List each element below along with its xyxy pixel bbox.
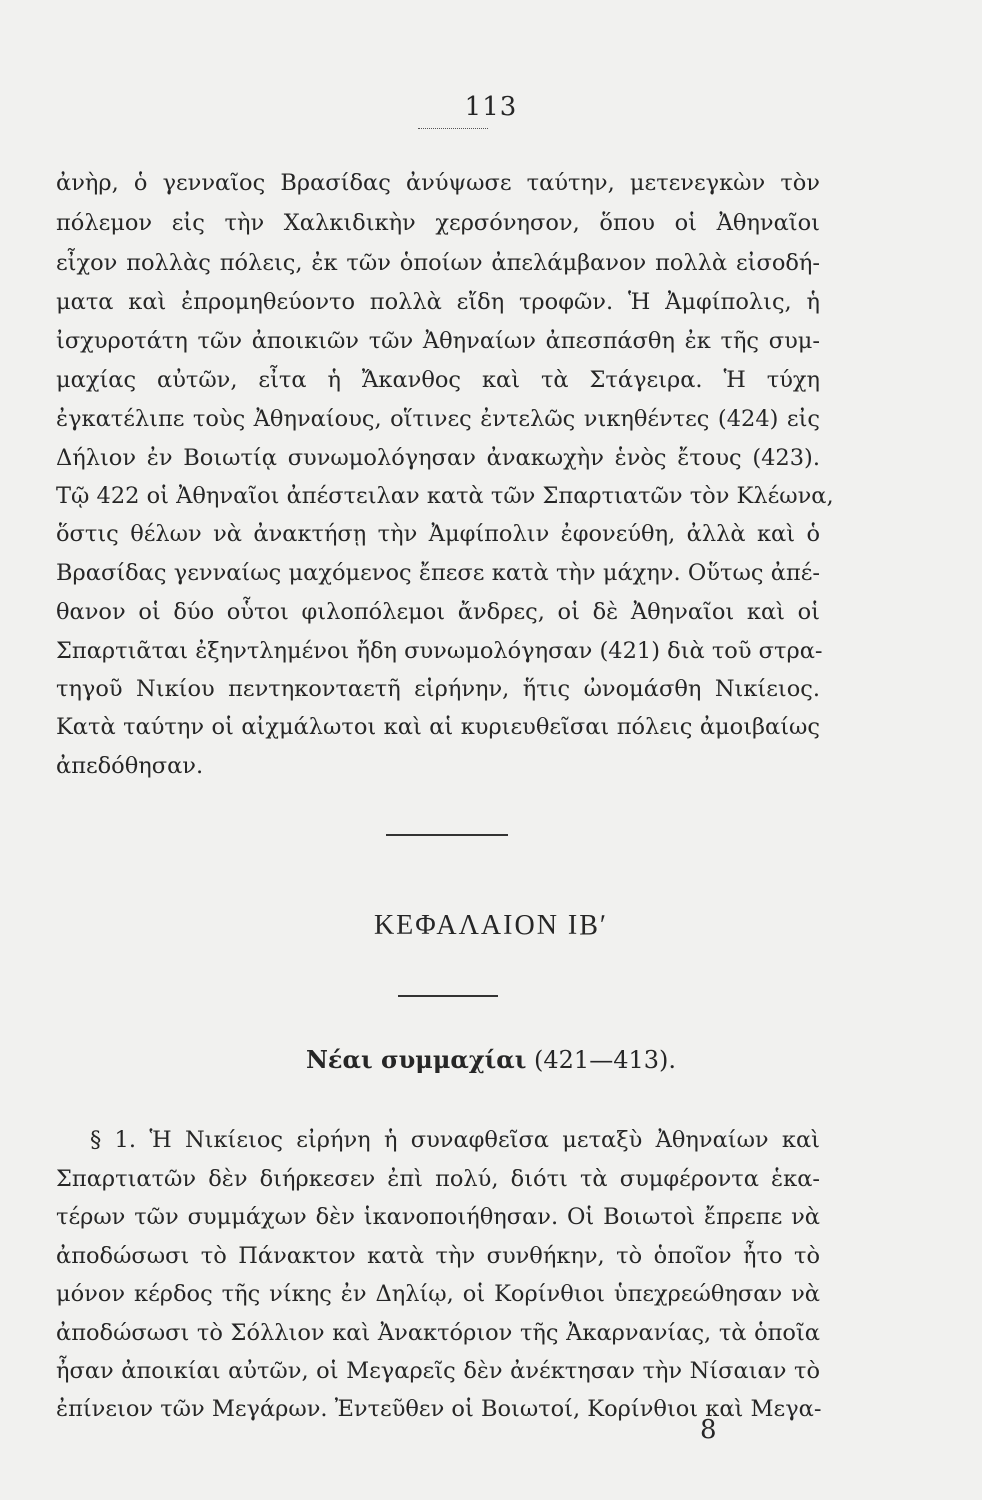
text-line: ἐπίνειον τῶν Μεγάρων. Ἐντεῦθεν οἱ Βοιωτοί, Κορίνθιοι καὶ Μεγα- [56, 1396, 822, 1422]
text-line: ἀπεδόθησαν. [56, 753, 204, 779]
text-line: πόλεμον εἰς τὴν Χαλκιδικὴν χερσόνησον, ὅπου οἱ Ἀθηναῖοι [56, 210, 820, 236]
signature-mark: 8 [700, 1415, 717, 1445]
text-line: ἀποδώσωσι τὸ Σόλλιον καὶ Ἀνακτόριον τῆς Ἀκαρνανίας, τὰ ὁποῖα [56, 1320, 820, 1346]
chapter-subtitle [0, 1045, 982, 1074]
page-number: 113 [464, 92, 518, 122]
subtitle-years: (421—413). [526, 1046, 676, 1074]
text-line: Σπαρτιᾶται ἐξηντλημένοι ἤδη συνωμολόγησαν (421) διὰ τοῦ στρα- [56, 638, 823, 664]
text-line: τηγοῦ Νικίου πεντηκονταετῆ εἰρήνην, ἥτις ὠνομάσθη Νικίειος. [56, 676, 820, 702]
text-line: μαχίας αὐτῶν, εἶτα ἡ Ἄκανθος καὶ τὰ Στάγειρα. Ἡ τύχη [56, 367, 820, 393]
text-line: μόνον κέρδος τῆς νίκης ἐν Δηλίῳ, οἱ Κορίνθιοι ὑπεχρεώθησαν νὰ [56, 1281, 820, 1307]
text-line: ὅστις θέλων νὰ ἀνακτήσῃ τὴν Ἀμφίπολιν ἐφονεύθη, ἀλλὰ καὶ ὁ [56, 521, 820, 547]
section-divider [398, 995, 498, 997]
text-line: ἰσχυροτάτη τῶν ἀποικιῶν τῶν Ἀθηναίων ἀπεσπάσθη ἐκ τῆς συμ- [56, 328, 820, 354]
text-line: Βρασίδας γενναίως μαχόμενος ἔπεσε κατὰ τὴν μάχην. Οὕτως ἀπέ- [56, 560, 820, 586]
subtitle-text: Νέαι συμμαχίαι [305, 1045, 527, 1074]
text-line: Κατὰ ταύτην οἱ αἰχμάλωτοι καὶ αἱ κυριευθεῖσαι πόλεις ἀμοιβαίως [56, 714, 820, 740]
text-line: Δήλιον ἐν Βοιωτίᾳ συνωμολόγησαν ἀνακωχὴν ἑνὸς ἔτους (423). [56, 445, 820, 471]
text-line: Τῷ 422 οἱ Ἀθηναῖοι ἀπέστειλαν κατὰ τῶν Σπαρτιατῶν τὸν Κλέωνα, [56, 483, 834, 509]
text-line: ἐγκατέλιπε τοὺς Ἀθηναίους, οἵτινες ἐντελῶς νικηθέντες (424) εἰς [56, 406, 820, 432]
text-line: τέρων τῶν συμμάχων δὲν ἱκανοποιήθησαν. Οἱ Βοιωτοὶ ἔπρεπε νὰ [56, 1204, 820, 1230]
text-line: ἀνὴρ, ὁ γενναῖος Βρασίδας ἀνύψωσε ταύτην, μετενεγκὼν τὸν [56, 170, 820, 196]
text-line: ἦσαν ἀποικίαι αὐτῶν, οἱ Μεγαρεῖς δὲν ἀνέκτησαν τὴν Νίσαιαν τὸ [56, 1358, 820, 1384]
text-line: ἀποδώσωσι τὸ Πάνακτον κατὰ τὴν συνθήκην, τὸ ὁποῖον ἦτο τὸ [56, 1243, 820, 1269]
text-line: ματα καὶ ἐπρομηθεύοντο πολλὰ εἴδη τροφῶν. Ἡ Ἀμφίπολις, ἡ [56, 289, 820, 315]
text-line: § 1. Ἡ Νικίειος εἰρήνη ἡ συναφθεῖσα μεταξὺ Ἀθηναίων καὶ [90, 1127, 820, 1153]
text-line: Σπαρτιατῶν δὲν διήρκεσεν ἐπὶ πολύ, διότι τὰ συμφέροντα ἑκα- [56, 1166, 820, 1192]
page-number-rule [418, 128, 488, 129]
text-line: θανον οἱ δύο οὗτοι φιλοπόλεμοι ἄνδρες, οἱ δὲ Ἀθηναῖοι καὶ οἱ [56, 599, 820, 625]
chapter-heading: ΚΕΦΑΛΑΙΟΝ ΙΒʹ [373, 910, 609, 941]
section-divider [386, 834, 508, 836]
text-line: εἶχον πολλὰς πόλεις, ἐκ τῶν ὁποίων ἀπελάμβανον πολλὰ εἰσοδή- [56, 250, 820, 276]
